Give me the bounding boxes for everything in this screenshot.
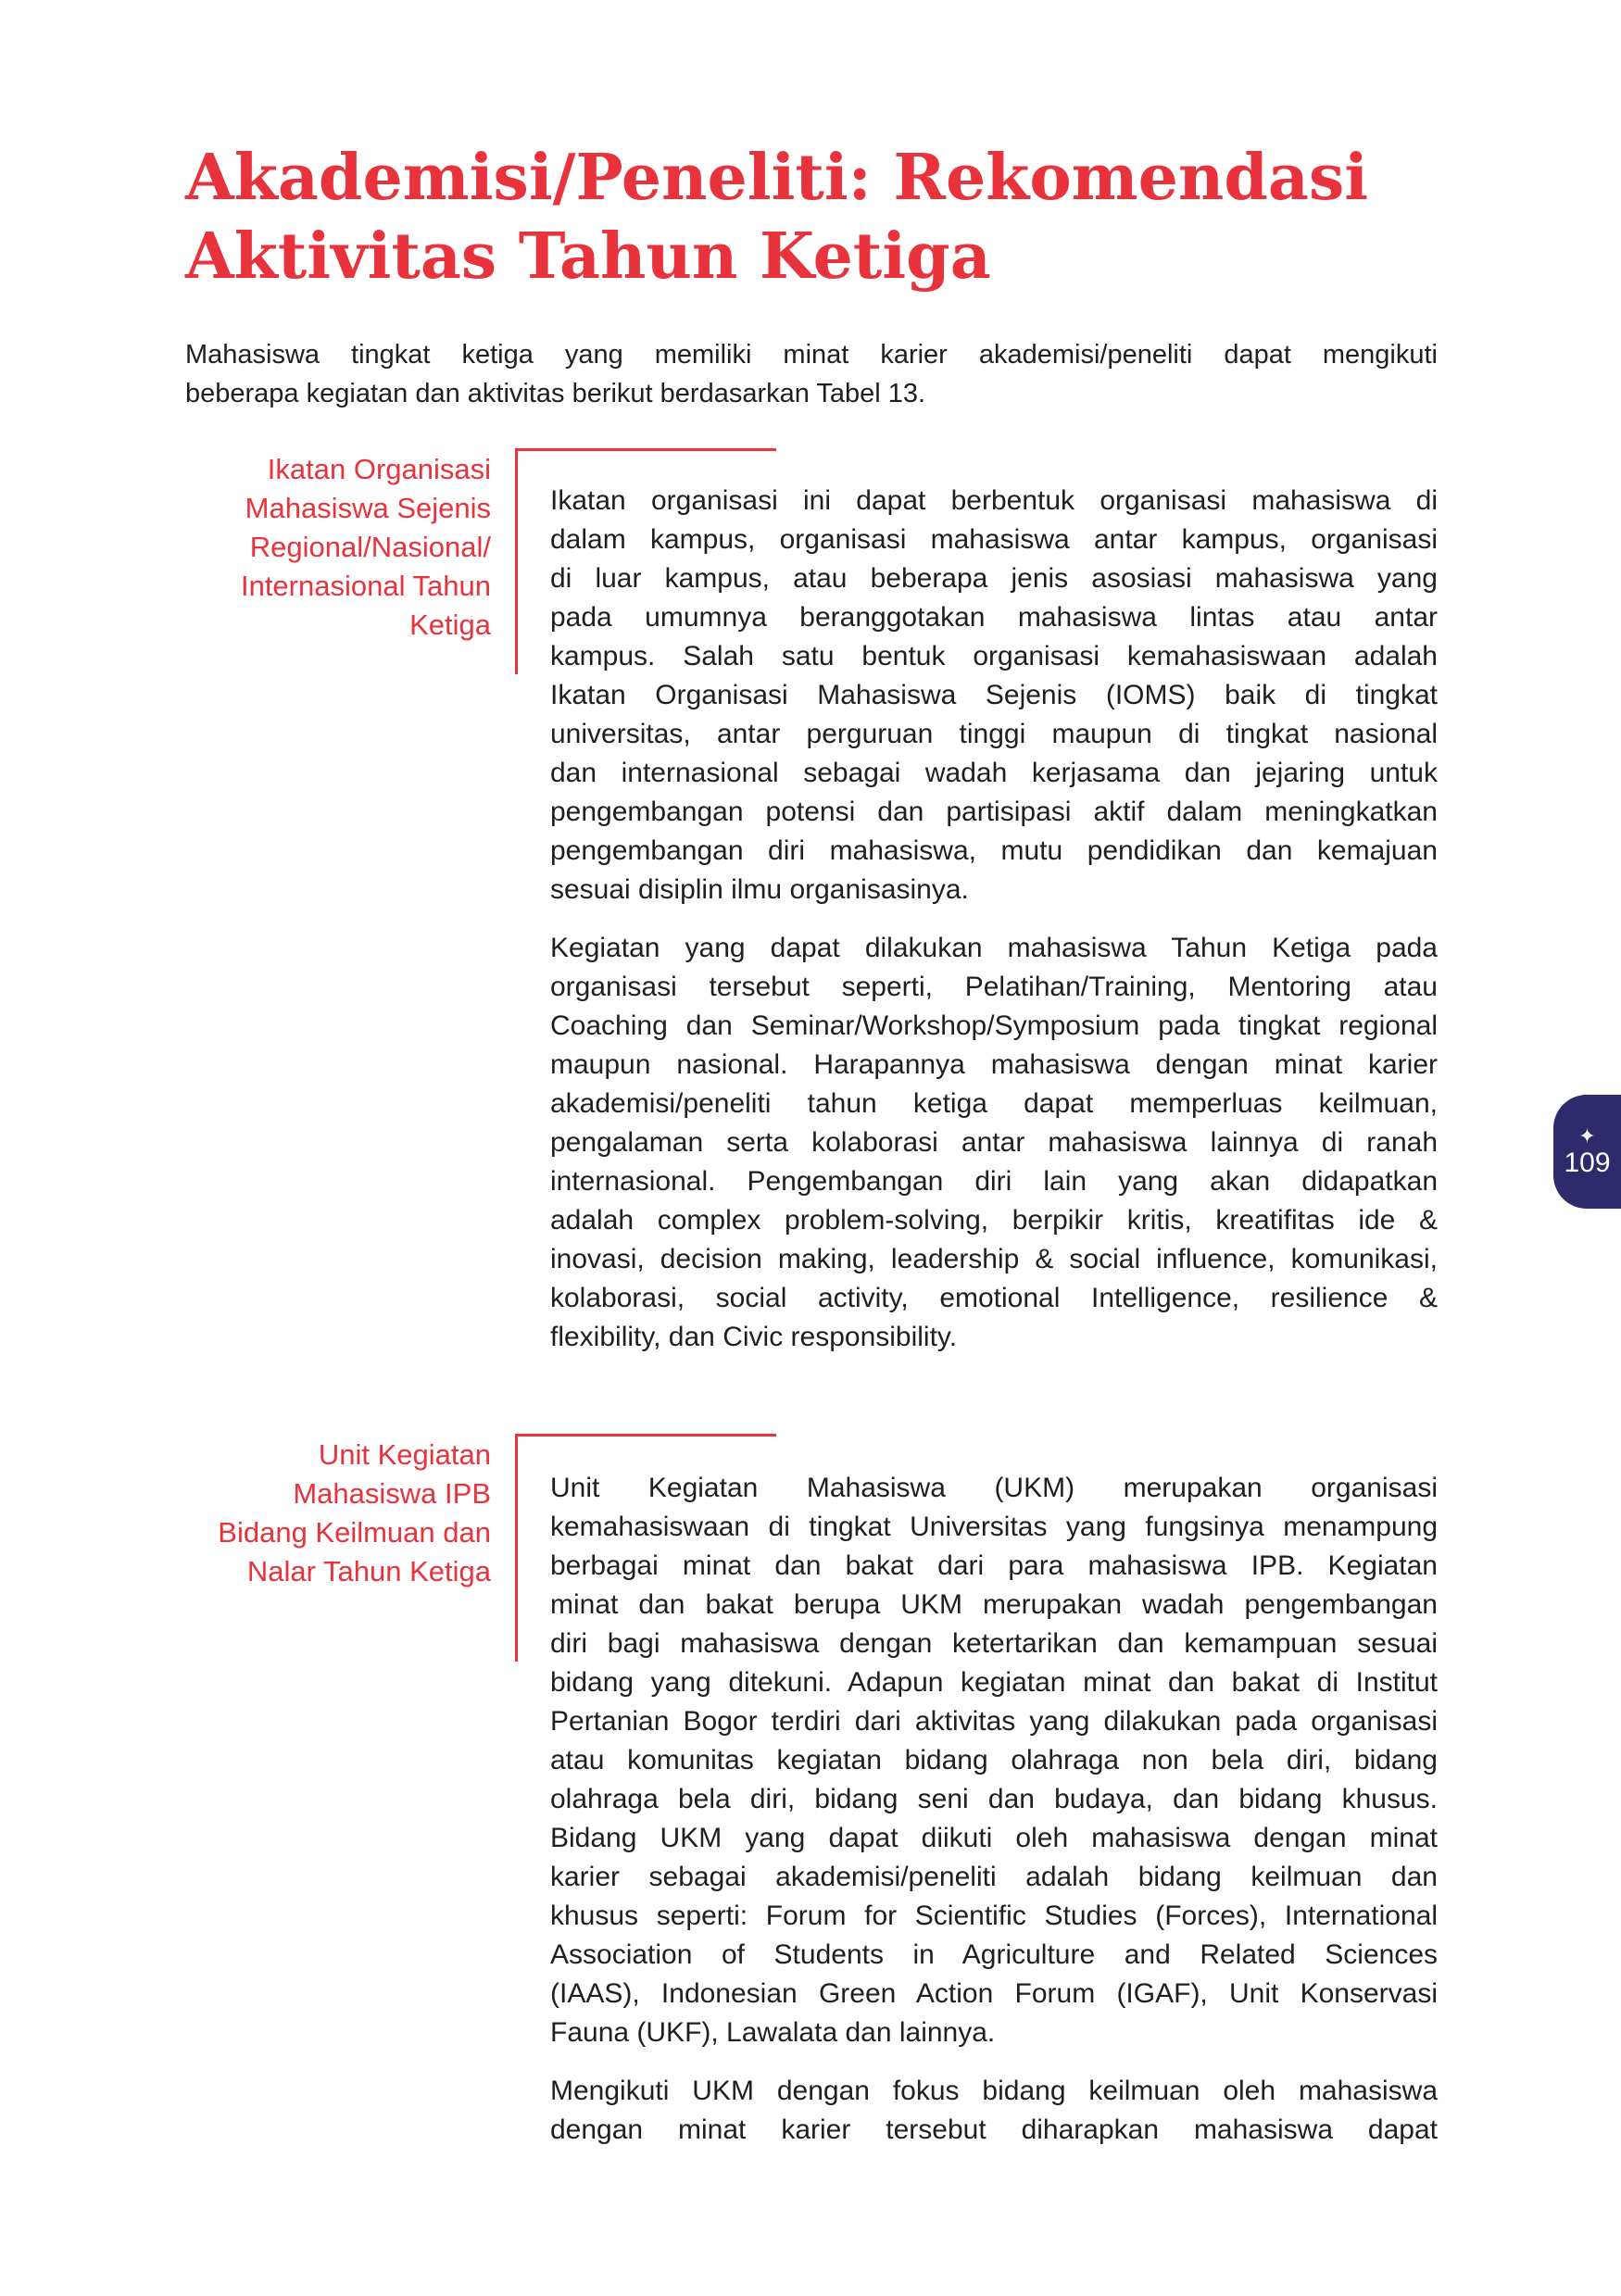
sparkle-icon: ✦	[1578, 1123, 1596, 1148]
paragraph-line: Coaching dan Seminar/Workshop/Symposium pada tingkat regional	[550, 1010, 1438, 1041]
title-line: Aktivitas Tahun Ketiga	[185, 220, 991, 294]
page-number-tab	[1553, 1095, 1621, 1209]
paragraph-line: Fauna (UKF), Lawalata dan lainnya.	[550, 2017, 996, 2048]
paragraph-line: atau komunitas kegiatan bidang olahraga non bela diri, bidang	[550, 1745, 1438, 1775]
intro-line: Mahasiswa tingkat ketiga yang memiliki minat karier akademisi/peneliti dapat mengikuti	[185, 340, 1438, 370]
label-line: Internasional Tahun	[240, 570, 491, 602]
label-line: Nalar Tahun Ketiga	[246, 1555, 491, 1587]
paragraph-line: Bidang UKM yang dapat diikuti oleh mahasiswa dengan minat	[550, 1823, 1438, 1853]
page-number: 109	[1564, 1147, 1611, 1178]
paragraph-line: Association of Students in Agriculture and Related Sciences	[550, 1939, 1438, 1970]
label-line: Ikatan Organisasi	[267, 453, 491, 485]
paragraph-line: pengembangan diri mahasiswa, mutu pendidikan dan kemajuan	[550, 835, 1438, 866]
section-divider-vertical	[515, 448, 518, 674]
paragraph-line: olahraga bela diri, bidang seni dan budaya, dan bidang khusus.	[550, 1784, 1438, 1814]
paragraph-line: Unit Kegiatan Mahasiswa (UKM) merupakan organisasi	[550, 1473, 1438, 1503]
paragraph-line: organisasi tersebut seperti, Pelatihan/Training, Mentoring atau	[550, 972, 1438, 1002]
paragraph-line: flexibility, dan Civic responsibility.	[550, 1322, 958, 1352]
page-title	[185, 139, 1482, 296]
paragraph-line: berbagai minat dan bakat dari para mahasiswa IPB. Kegiatan	[550, 1550, 1438, 1581]
paragraph-line: kampus. Salah satu bentuk organisasi kemahasiswaan adalah	[550, 641, 1438, 671]
paragraph-line: dalam kampus, organisasi mahasiswa antar kampus, organisasi	[550, 524, 1438, 555]
paragraph-line: akademisi/peneliti tahun ketiga dapat memperluas keilmuan,	[550, 1088, 1438, 1119]
section-ukm-paragraph-1	[550, 1469, 1438, 2052]
paragraph-line: Ikatan Organisasi Mahasiswa Sejenis (IOMS) baik di tingkat	[550, 680, 1438, 710]
paragraph-line: dan internasional sebagai wadah kerjasama dan jejaring untuk	[550, 758, 1438, 788]
paragraph-line: kemahasiswaan di tingkat Universitas yang fungsinya menampung	[550, 1512, 1438, 1542]
paragraph-line: internasional. Pengembangan diri lain yang akan didapatkan	[550, 1166, 1438, 1197]
paragraph-line: karier sebagai akademisi/peneliti adalah bidang keilmuan dan	[550, 1862, 1438, 1892]
intro-line: beberapa kegiatan dan aktivitas berikut berdasarkan Tabel 13.	[185, 379, 926, 408]
paragraph-line: Ikatan organisasi ini dapat berbentuk organisasi mahasiswa di	[550, 485, 1438, 516]
paragraph-line: pada umumnya beranggotakan mahasiswa lintas atau antar	[550, 602, 1438, 633]
label-line: Regional/Nasional/	[249, 531, 491, 563]
paragraph-line: sesuai disiplin ilmu organisasinya.	[550, 874, 969, 905]
paragraph-line: kolaborasi, social activity, emotional Intelligence, resilience &	[550, 1283, 1438, 1313]
paragraph-line: minat dan bakat berupa UKM merupakan wadah pengembangan	[550, 1589, 1438, 1620]
label-line: Ketiga	[409, 609, 491, 641]
label-line: Unit Kegiatan	[318, 1438, 491, 1471]
paragraph-line: dengan minat karier tersebut diharapkan mahasiswa dapat	[550, 2114, 1438, 2145]
paragraph-line: di luar kampus, atau beberapa jenis asosiasi mahasiswa yang	[550, 563, 1438, 594]
paragraph-line: Pertanian Bogor terdiri dari aktivitas yang dilakukan pada organisasi	[550, 1706, 1438, 1737]
title-line: Akademisi/Peneliti: Rekomendasi	[185, 141, 1369, 215]
section-divider-vertical	[515, 1434, 518, 1662]
paragraph-line: adalah complex problem-solving, berpikir kritis, kreatifitas ide &	[550, 1205, 1438, 1236]
paragraph-line: diri bagi mahasiswa dengan ketertarikan dan kemampuan sesuai	[550, 1628, 1438, 1659]
label-line: Mahasiswa IPB	[293, 1477, 491, 1510]
section-ukm-paragraph-2	[550, 2072, 1438, 2150]
paragraph-line: maupun nasional. Harapannya mahasiswa dengan minat karier	[550, 1049, 1438, 1080]
paragraph-line: Mengikuti UKM dengan fokus bidang keilmuan oleh mahasiswa	[550, 2076, 1438, 2106]
section-ioms-paragraph-1	[550, 482, 1438, 910]
paragraph-line: inovasi, decision making, leadership & social influence, komunikasi,	[550, 1244, 1438, 1274]
paragraph-line: pengembangan potensi dan partisipasi aktif dalam meningkatkan	[550, 797, 1438, 827]
paragraph-line: (IAAS), Indonesian Green Action Forum (IGAF), Unit Konservasi	[550, 1978, 1438, 2009]
intro-paragraph	[185, 335, 1438, 413]
section-ioms-paragraph-2	[550, 929, 1438, 1357]
section-label-ioms	[185, 450, 491, 645]
paragraph-line: bidang yang ditekuni. Adapun kegiatan minat dan bakat di Institut	[550, 1667, 1438, 1698]
section-label-ukm	[185, 1436, 491, 1591]
paragraph-line: pengalaman serta kolaborasi antar mahasiswa lainnya di ranah	[550, 1127, 1438, 1158]
paragraph-line: universitas, antar perguruan tinggi maupun di tingkat nasional	[550, 719, 1438, 749]
paragraph-line: khusus seperti: Forum for Scientific Studies (Forces), International	[550, 1901, 1438, 1931]
section-divider-horizontal	[515, 448, 776, 451]
label-line: Mahasiswa Sejenis	[245, 492, 491, 524]
paragraph-line: Kegiatan yang dapat dilakukan mahasiswa Tahun Ketiga pada	[550, 933, 1438, 963]
label-line: Bidang Keilmuan dan	[218, 1516, 491, 1549]
section-divider-horizontal	[515, 1434, 776, 1437]
